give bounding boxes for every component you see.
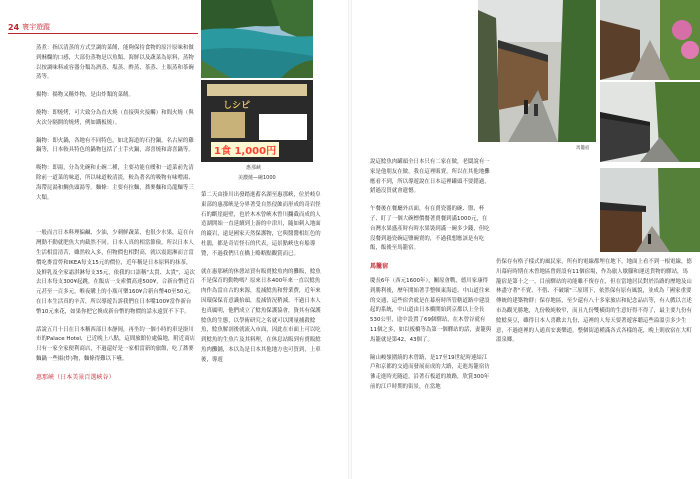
paragraph: 險山峻嶺圍繞的木曾路，是17至19世紀時連結江戶和京都的交通而發展而成的大路，走進馬籠宿彷彿走進時光隧道，沿著石板道的坡路，欣賞300年前的江戶時期的街景，在當地	[370, 354, 490, 390]
paragraph: 第二天由掛川出發踏進蓄名湖至惠那峽，位於岐阜東部的惠那峽是分界著受自然侵蝕而形成的奇岩怪石的斷崖絕壁，也於木木曾峽木曾川攔截而成的人造湖開始一直延續到上游的中津川，隨如刺入地面的巖岩，遠是國家天然保護物，它與醬醬相紅色的杜鵑，都是奇岩怪石的代表，這景點峽也有船導覽，不過我們只在橋上略略點觀賞而已。	[201, 192, 321, 257]
paragraph: 揚物：揚物又稱炸物，是由炸類的菜餚。	[36, 92, 134, 99]
left-col-1	[36, 44, 196, 474]
menu-sign-photo	[201, 80, 313, 162]
photo-caption-magome: 馬籠宿	[576, 146, 590, 151]
street-photo-2	[600, 0, 700, 80]
street-photo-1	[478, 0, 596, 142]
street-photo-3	[600, 82, 700, 162]
paragraph: 說這鯰魚肉罐頭全日本只有二家在做，老闆說有一家是他朋友在做，我在這裡販賣，所以在其他地攤應看不到，所以導遊說在日本這裡罐頭不要錯過，錯過沒買就會遺憾。	[370, 159, 490, 195]
sign-price: 1食 1,000円	[211, 142, 279, 157]
left-col-2	[201, 191, 323, 476]
paragraph: 慶長6年（西元1600年），關原會戰，德川家康得到勝利後，歷年開始著手整頓東海道、中山道往來的交通，這些宿舍就是在幕府時所管轄道路中建設起的系統，中山道由日本橋開始到京都以上全長530公里，途中設置了69個驛站，在木曾谷就有11個之多，如以板橋等為第一個驛站的話，妻籠與馬籠就是第42、43個了。	[370, 277, 492, 343]
sign-caption-2: 美濃燒—碗1000	[238, 175, 276, 181]
page-number: 24	[8, 22, 20, 32]
header-rule	[8, 33, 198, 34]
sign-caption-1: 惠那峽	[246, 165, 262, 171]
paragraph: 吸物：即湯，分為先碗和止碗二種，主要功能在曖和一道菜前先清除前一道菜的味道，所以味道較清淡，較為著名的吸物有味噌湯、海帶昆湯和鯛魚頭湯等。麵條：主要有拉麵，蕎麥麵和烏龍麵等三大類。	[36, 165, 194, 201]
paragraph: 仍保存有格子樣式的風民家，所有的電線都埋在地下，地面上看不到一根電線，德川幕府時期在木曾地區曾經設有11個宿場，作為旅人歇腳和運送貨物的驛站，馬籠宿是第十之一，目前驛站的功能雖不復存在，但在當地居民對於沿路的歷地及山林盡守著"不賣、不借、不破壞"三原則下，依然保有原有風貌，並成為「國家重要傳統的建築物群」保存地區，至少還有八十多家旅店和紀念品店等，有人戲以言述市為觀光勝地，九份較純較窄，而且九份雙橫街的生意好得不得了，最主要九份有鯰鯰臭豆，雖得日本人喜歡去九份，這裡的人每天要著遊客聽這些溢溫引多少生意，不過進裡的人通真安裏樂道，整個街道種滿各式各樣的花，晚上則放宿在大町溫泉鄉。	[496, 259, 692, 344]
page-header	[8, 22, 50, 32]
section-heading-magome: 馬籠宿	[370, 263, 389, 271]
paragraph: 燒物：即燒烤，可大致分為直火燒（直接與火接觸）和間火燒（與火次分隔開的燒烤，例如鐵板燒）。	[36, 109, 194, 126]
paragraph: 一般而言日本料理偏鹹、少油，少刺鮮蔬菜，也很少水果，這在台灣動不動就肥魚大肉截然不同。日本人真的相當節儉，所以日本人生活相當清苦，雖然收入多，但物價也相對高，就以震滬淋而言當價吃麥當勞和IKEA每支15元的價位，近年稱是日本原料的抹茶，及鮮乳及全家霜淇淋每支35元，依我的口語稱"太貴、太貴"，這次去日本每支300¥起跳，在飯店一支索價高達500¥，合新台幣近百元甚至一百多元，喉夜購上的小瓶可樂160¥合新台幣40至50元，在日本生活真的辛苦，所以導遊告訴我們在日本嘴100¥當作新台幣10元來花，如果你把它換成新台幣的物價的話永遠買不下手。	[36, 230, 195, 315]
right-page	[350, 0, 700, 479]
street-photo-4	[600, 168, 700, 252]
paragraph: 午餐後在餐廳外店面，有在賣瓷器的碗、盤、杯子、盯了一個大碗標價餐著賣餐到滿1000元，在台灣水果盛產時有時水果裝到滿一碗多少錢，但吃沒餐到過瓷碗這鹽碗賣的，不過我想應該是有吃飯，飯後至馬籠宿。	[370, 206, 490, 252]
right-col-1	[370, 158, 492, 476]
paragraph: 鍋物：即火鍋，各地有不同特色，如北海道的石狩鍋，名古屋的雞鍋等，日本較具特色的鍋物包括了士手火鍋，壽喜燒和壽喜鍋等。	[36, 137, 194, 154]
section-title: 寰宇遊蹤	[22, 23, 51, 31]
paragraph: 就在惠那峽的休憩站買有販賣鯰魚肉的攤販，鯰魚不是保育的動物嗎？原來日本400年來一直以鯰魚肉作為當自古的來源，羞減鯰魚和營業費，近年來因環保保育意識抬頭，羞減情況稍減。不過日本人也真厲明，他們成立了鯰魚保護協會，資其有保護鯰魚的生態，以學術研究之名就可以開量捕殺鯰魚，鯰魚解剖後就流入市面，因此在市面上可以吃到鯰魚的生魚片及其料理，在休息站販到有賣販鯰魚肉攤鋪，本以為是日本其他地方也可買到，上車後，導遊	[201, 268, 321, 363]
right-col-2	[496, 258, 692, 476]
paragraph: 話說五月十日在日本稱西部日本靜岡，再坐約一個小時的車是掛川市的Palace Hotel，已近晚上八點，這間旅館位處偏地，附近商店只有一家全家便利商店，不過還好是一家相當新的旅館，吃了蕎麥麵鍋一些揚(炸)物，麵條得難以下嚥。	[36, 326, 196, 362]
sign-heading: しシピ	[223, 101, 251, 111]
lake-photo	[201, 0, 313, 78]
paragraph: 蒸煮：指以清蒸的方式烹調的菜餚，能夠保持食物的原汁原味和做到酥爛的口感，大部份蒸物是以魚類、海鮮以及蔬菜為原料，蒸物以按調味料或容器分類為酒蒸、塩蒸、酢蒸、茶蒸、土瓶蒸和茶碗蒸等。	[36, 45, 194, 81]
photo-title-caption: 惠那峽（日本美景百選峽谷）	[36, 373, 115, 381]
